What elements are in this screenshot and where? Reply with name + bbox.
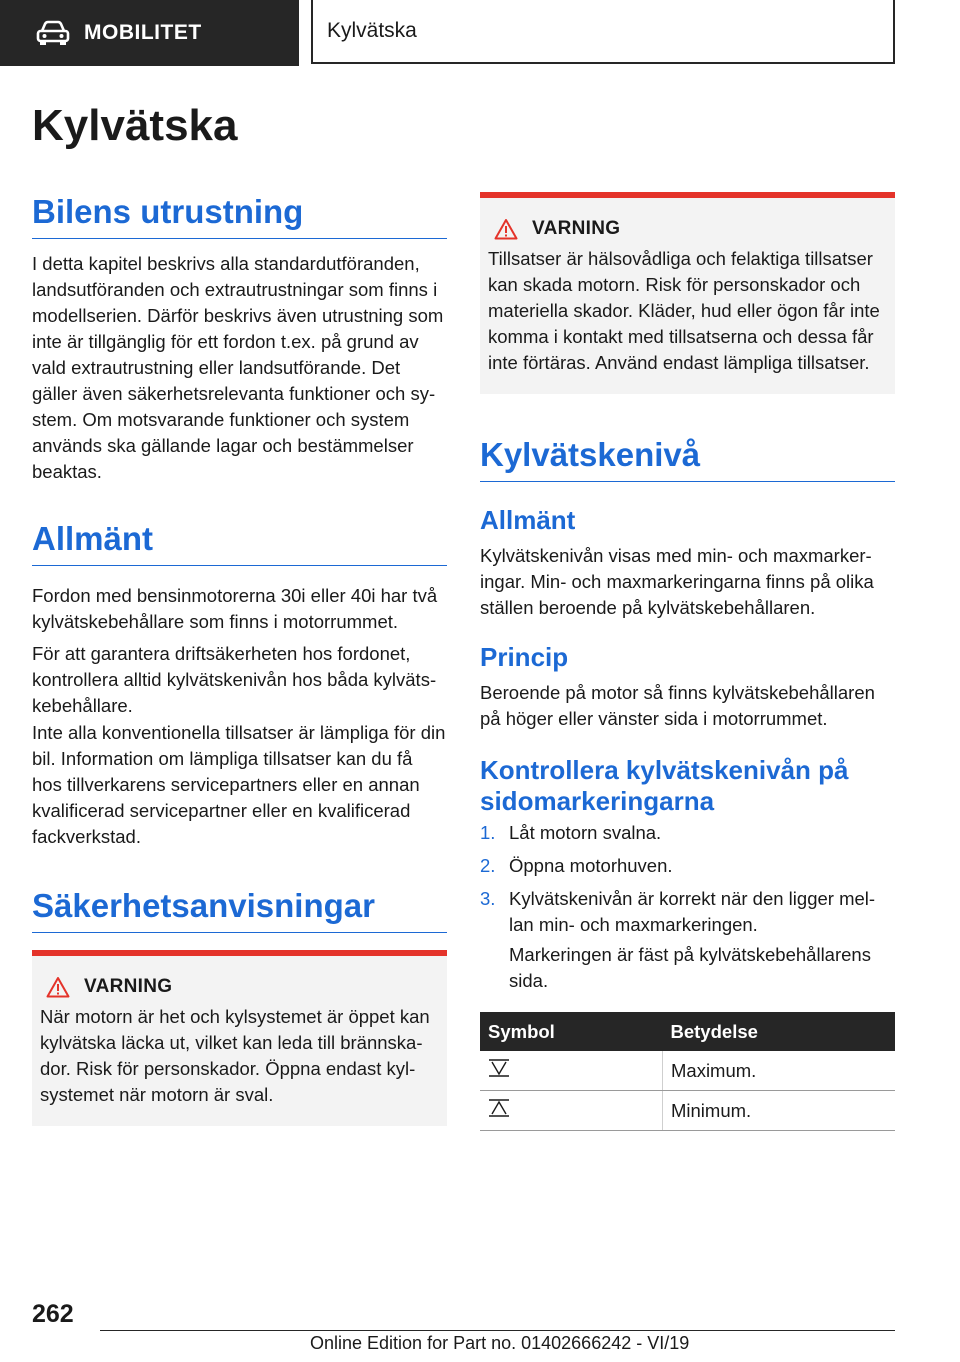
table-row (480, 1091, 895, 1131)
heading-equipment: Bilens utrustning (32, 192, 447, 239)
list-item: 2. Öppna motorhuven. (480, 855, 673, 876)
heading-check-level: Kontrollera kylvätskenivån på sidomarkeringarna (480, 755, 849, 816)
car-icon (36, 20, 70, 46)
table-row (480, 1051, 895, 1091)
chapter-label: Kylvätska (327, 19, 417, 42)
chapter-tab (311, 0, 895, 64)
edition-text: Online Edition for Part no. 01402666242 - VI/19 (310, 1333, 690, 1353)
general-text-2: För att garantera driftsäkerheten hos fordonet, kontrollera alltid kylvätskenivån hos båda kylväts-kebehållare. (32, 643, 437, 716)
warning-icon (46, 976, 70, 998)
general-text-1: Fordon med bensinmotorerna 30i eller 40i har två kylvätskebehållare som finns i motorrummet. (32, 585, 438, 632)
warning-box (480, 192, 895, 394)
steps-list (480, 820, 895, 945)
list-item: 1. Låt motorn svalna. (480, 822, 662, 843)
column-header: Betydelse (663, 1012, 896, 1051)
heading-general: Allmänt (480, 505, 576, 535)
section-label: MOBILITET (84, 21, 202, 44)
page-header (0, 0, 960, 66)
warning-text: Tillsatser är hälsovådliga och felaktiga tillsatser kan skada motorn. Risk för personskador och materiella skador. Kläder, hud eller ögon får inte komma i kontakt med tillsatserna och dessa får inte förtäras. Använd endast lämpliga tillsatser. (488, 248, 880, 373)
warning-title: VARNING (532, 218, 621, 239)
principle-text: Beroende på motor så finns kylvätskebehållaren på höger eller vänster sida i motorrummet. (480, 682, 875, 729)
max-marker-icon (488, 1058, 510, 1078)
general-text-3: Inte alla konventionella tillsatser är lämpliga för din bil. Information om lämpliga tillsatser kan du få hos tillverkarens servicepartners eller en annan kvalificerad servicepartner eller en kvalificerad fackverkstad. (32, 722, 446, 847)
warning-box (32, 950, 447, 1126)
min-marker-icon (488, 1098, 510, 1118)
equipment-text: I detta kapitel beskrivs alla standardutföranden, landsutföranden och extrautrustningar som finns i modellserien. Därför beskrivs även utrustning som inte är tillgänglig för ett fordon t.ex. på grund av vald extrautrustning eller landsutförande. Det gäller även säkerhetsrelevanta funktioner och sy-stem. Om motsvarande funktioner och system används ska gällande lagar och bestämmelser beaktas. (32, 253, 444, 482)
heading-coolant-level: Kylvätskenivå (480, 435, 895, 482)
heading-safety: Säkerhetsanvisningar (32, 886, 447, 933)
footer-divider (100, 1330, 895, 1331)
warning-text: När motorn är het och kylsystemet är öppet kan kylvätska läcka ut, vilket kan leda till brännska-dor. Risk för personskador. Öppna endast kyl-systemet när motorn är sval. (40, 1006, 430, 1105)
page-number: 262 (32, 1300, 74, 1328)
warning-title: VARNING (84, 976, 173, 997)
column-header: Symbol (480, 1012, 663, 1051)
general-text: Kylvätskenivån visas med min- och maxmarker-ingar. Min- och maxmarkeringarna finns på olika ställen beroende på kylvätskebehållaren. (480, 545, 874, 618)
meaning-cell: Minimum. (663, 1091, 896, 1131)
step-note: Markeringen är fäst på kylvätskebehållarens sida. (509, 944, 871, 991)
warning-icon (494, 218, 518, 240)
heading-general: Allmänt (32, 519, 447, 566)
page-title: Kylvätska (32, 101, 238, 150)
symbol-table (480, 1012, 895, 1131)
heading-principle: Princip (480, 642, 569, 672)
list-item: 3. Kylvätskenivån är korrekt när den ligger mel-lan min- och maxmarkeringen. (480, 888, 876, 935)
section-tab (0, 0, 299, 66)
meaning-cell: Maximum. (663, 1051, 896, 1091)
